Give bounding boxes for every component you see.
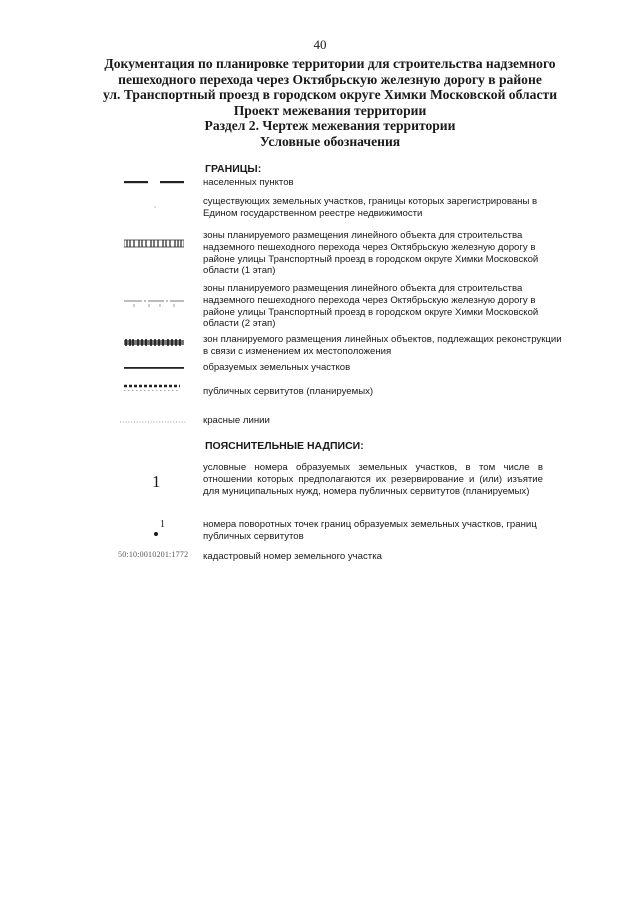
legend-item-text: населенных пунктов [203,177,294,188]
solid-line-icon [124,365,184,371]
thin-dotted-line-icon [150,204,160,210]
legend-item-text: образуемых земельных участков [203,362,351,373]
legend-item-text: номера поворотных точек границ образуемых земельных участков, границ публичных сервитутов [203,519,537,542]
turning-point-dot-icon [154,532,158,536]
title-line: Документация по планировке территории для строительства надземного [104,56,556,71]
legend-item-text: публичных сервитутов (планируемых) [203,386,374,397]
dashed-line-icon [124,383,184,393]
turning-point-number: 1 [160,519,165,530]
dash-dot-line-icon [124,298,184,308]
title-line: Условные обозначения [259,133,401,149]
dotted-red-line-icon [120,418,186,426]
legend-item-text: существующих земельных участков, границы которых зарегистрированы в Едином государственном реестре недвижимости [203,196,538,219]
page-number: 40 [313,37,327,52]
legend-item-text: зоны планируемого размещения линейного объекта для строительства надземного пешеходного перехода через Октябрьскую железную дорогу в районе улицы Транспортный проезд в городском округе Химки Московской области (2 этап) [203,283,539,330]
legend-item-text: кадастровый номер земельного участка [203,551,382,562]
title-line: ул. Транспортный проезд в городском округе Химки Московской области [102,87,558,102]
parcel-number-symbol: 1 [152,472,161,491]
title-line: Проект межевания территории [233,102,427,118]
legend-item-text: условные номера образуемых земельных участков, в том числе в отношении которых предполагаются их резервирование и (или) изъятие для муниципальных нужд, номера публичных сервитутов (планируемых) [203,462,543,497]
legend-item-text: красные линии [203,415,270,426]
hatched-band-icon [124,239,184,248]
labels-heading: ПОЯСНИТЕЛЬНЫЕ НАДПИСИ: [205,440,364,452]
cadastral-number-symbol: 50:10:0010201:1772 [118,550,189,559]
legend-item-text: зон планируемого размещения линейных объектов, подлежащих реконструкции в связи с изменением их местоположения [203,334,562,357]
turning-point-symbol [151,519,171,541]
hatched-thick-band-icon [124,338,184,347]
dashed-bold-line-icon [124,178,184,186]
legend-item-text: зоны планируемого размещения линейного объекта для строительства надземного пешеходного перехода через Октябрьскую железную дорогу в районе улицы Транспортный проезд в городском округе Химки Московской области (1 этап) [203,230,539,277]
document-title [60,56,600,149]
boundaries-heading: ГРАНИЦЫ: [205,163,262,175]
title-line: пешеходного перехода через Октябрьскую железную дорогу в районе [118,71,542,87]
title-line: Раздел 2. Чертеж межевания территории [204,118,456,133]
